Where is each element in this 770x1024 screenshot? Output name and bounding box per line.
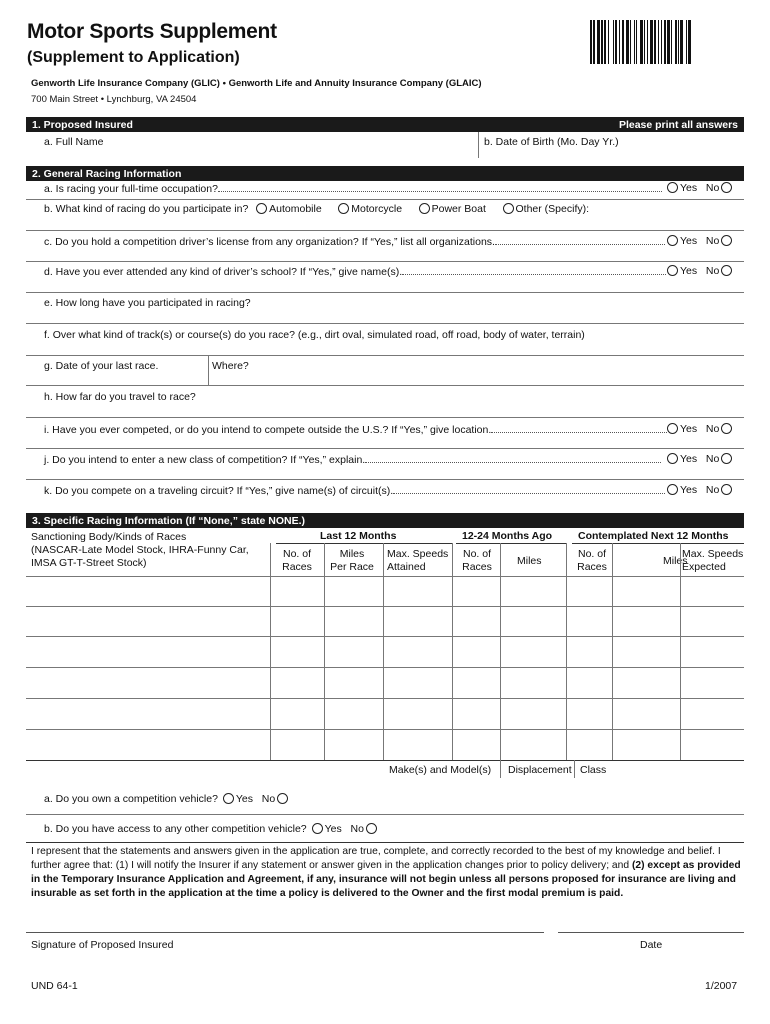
question-3b: b. Do you have access to any other competition vehicle? Yes No <box>44 823 379 835</box>
col-class: Class <box>580 764 607 776</box>
question-2g: g. Date of your last race. <box>44 360 159 372</box>
no-radio-2k[interactable] <box>721 484 732 495</box>
section-3-header <box>26 513 744 528</box>
question-2d: d. Have you ever attended any kind of driver’s school? If “Yes,” give name(s). <box>44 266 666 278</box>
col-max-speeds-expected: Max. Speeds Expected <box>682 548 744 573</box>
yes-radio-2j[interactable] <box>667 453 678 464</box>
yes-no-2a: Yes No <box>665 182 734 194</box>
section-2-title: 2. General Racing Information <box>32 167 182 180</box>
question-2i: i. Have you ever competed, or do you intend to compete outside the U.S.? If “Yes,” give location. <box>44 424 667 436</box>
section-3-title: 3. Specific Racing Information (If “None,” state NONE.) <box>32 514 306 527</box>
power-boat-radio[interactable] <box>419 203 430 214</box>
question-2g-where: Where? <box>212 360 249 372</box>
yes-radio-2d[interactable] <box>667 265 678 276</box>
company-name: Genworth Life Insurance Company (GLIC) • Genworth Life and Annuity Insurance Company (GLAIC) <box>31 78 482 89</box>
signature-label: Signature of Proposed Insured <box>31 939 174 951</box>
form-title: Motor Sports Supplement <box>27 20 277 43</box>
date-label: Date <box>640 939 663 951</box>
col-make-model: Make(s) and Model(s) <box>389 764 492 776</box>
question-2k: k. Do you compete on a traveling circuit? If “Yes,” give name(s) of circuit(s). <box>44 485 665 497</box>
col-races-1: No. of Races <box>282 548 312 573</box>
no-radio-2d[interactable] <box>721 265 732 276</box>
col-races-3: No. of Races <box>577 548 607 573</box>
col-races-2: No. of Races <box>462 548 492 573</box>
yes-radio-2i[interactable] <box>667 423 678 434</box>
yes-radio-2k[interactable] <box>667 484 678 495</box>
dob-field[interactable] <box>480 132 742 158</box>
automobile-radio[interactable] <box>256 203 267 214</box>
question-3a: a. Do you own a competition vehicle? Yes No <box>44 793 290 805</box>
no-radio-3b[interactable] <box>366 823 377 834</box>
question-2c: c. Do you hold a competition driver’s license from any organization? If “Yes,” list all organizations. <box>44 236 665 248</box>
section-2-header <box>26 166 744 181</box>
attestation-statement: I represent that the statements and answers given in the application are true, complete, and correctly recorded to the best of my knowledge and belief. I further agree that: (1) I will notify the Insurer if any statement or answer given in the application changes prior to policy delivery; and (2) except as provided in the Temporary Insurance Application and Agreement, if any, insurance will not begin unless all persons proposed for insurance are living and insurable as set forth in the application at the time a policy is delivered to the Owner and the first modal premium is paid. <box>31 846 741 899</box>
col-miles-3: Miles <box>663 555 688 567</box>
no-radio-2c[interactable] <box>721 235 732 246</box>
company-address: 700 Main Street • Lynchburg, VA 24504 <box>31 94 197 105</box>
barcode-bar <box>691 20 692 64</box>
form-subtitle: (Supplement to Application) <box>27 49 240 66</box>
dob-label: b. Date of Birth (Mo. Day Yr.) <box>484 136 619 148</box>
no-radio-2j[interactable] <box>721 453 732 464</box>
yes-radio-2a[interactable] <box>667 182 678 193</box>
form-number: UND 64-1 <box>31 980 78 992</box>
no-radio-3a[interactable] <box>277 793 288 804</box>
col-miles-per-race: Miles Per Race <box>330 548 374 573</box>
question-2e: e. How long have you participated in racing? <box>44 297 251 309</box>
other-radio[interactable] <box>503 203 514 214</box>
print-note: Please print all answers <box>618 118 738 131</box>
yes-no-2c: Yes No <box>665 235 734 247</box>
yes-no-2k: Yes No <box>665 484 734 496</box>
no-radio-2i[interactable] <box>721 423 732 434</box>
col-max-speeds-attained: Max. Speeds Attained <box>387 548 449 573</box>
full-name-field[interactable] <box>30 132 476 158</box>
question-2h: h. How far do you travel to race? <box>44 391 196 403</box>
section-1-title: 1. Proposed Insured <box>32 118 133 131</box>
divider <box>478 132 479 158</box>
group-last-12: Last 12 Months <box>320 530 397 542</box>
group-12-24: 12-24 Months Ago <box>462 530 553 542</box>
no-radio-2a[interactable] <box>721 182 732 193</box>
col-sanctioning-body: Sanctioning Body/Kinds of Races (NASCAR-Late Model Stock, IHRA-Funny Car, IMSA GT-T-Street Stock) <box>31 531 249 569</box>
yes-no-2i: Yes No <box>665 423 734 435</box>
yes-radio-2c[interactable] <box>667 235 678 246</box>
question-2j: j. Do you intend to enter a new class of competition? If “Yes,” explain. <box>44 454 661 466</box>
col-displacement: Displacement <box>508 764 572 776</box>
motorcycle-radio[interactable] <box>338 203 349 214</box>
yes-radio-3a[interactable] <box>223 793 234 804</box>
question-2b: b. What kind of racing do you participate in? Automobile Motorcycle Power Boat Other (Specify): <box>44 203 590 215</box>
question-2a: a. Is racing your full-time occupation? <box>44 183 662 195</box>
full-name-label: a. Full Name <box>44 136 104 148</box>
yes-no-2j: Yes No <box>665 453 734 465</box>
col-miles-2: Miles <box>517 555 542 567</box>
signature-line[interactable] <box>26 932 544 933</box>
date-line[interactable] <box>558 932 744 933</box>
yes-no-2d: Yes No <box>665 265 734 277</box>
section-1-header <box>26 117 744 132</box>
group-next-12: Contemplated Next 12 Months <box>578 530 729 542</box>
form-revision: 1/2007 <box>705 980 738 992</box>
yes-radio-3b[interactable] <box>312 823 323 834</box>
question-2f: f. Over what kind of track(s) or course(s) do you race? (e.g., dirt oval, simulated road, off road, body of water, terrain) <box>44 329 585 341</box>
barcode <box>590 20 742 64</box>
